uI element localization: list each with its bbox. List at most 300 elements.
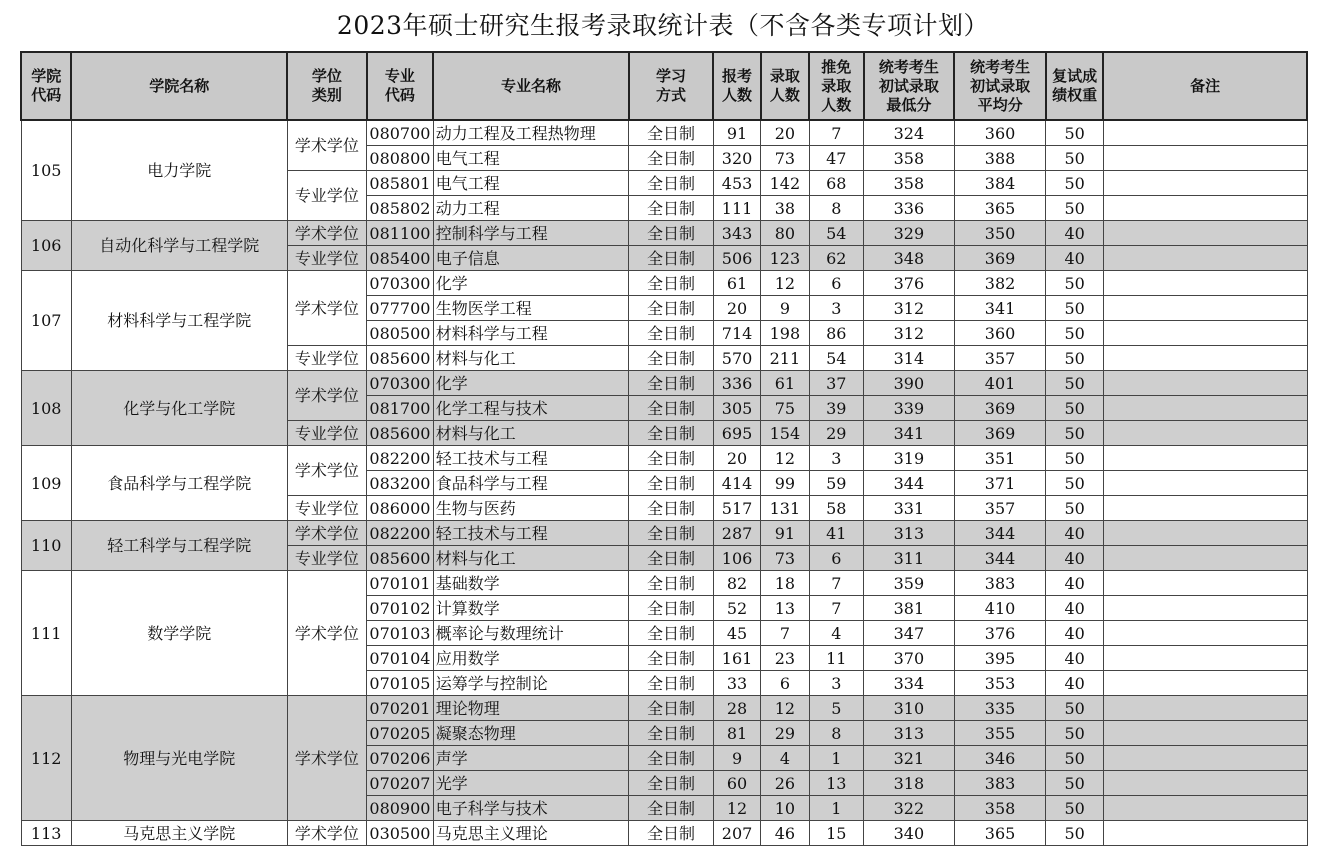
study-mode-cell: 全日制	[629, 171, 714, 196]
avg-score-cell: 355	[954, 721, 1046, 746]
admitted-cell: 131	[761, 496, 809, 521]
remark-cell	[1103, 721, 1307, 746]
applicants-cell: 506	[713, 246, 760, 271]
study-mode-cell: 全日制	[629, 596, 714, 621]
min-score-cell: 329	[864, 221, 955, 246]
recommended-cell: 86	[809, 321, 863, 346]
applicants-cell: 20	[713, 446, 760, 471]
retest-weight-cell: 50	[1046, 371, 1103, 396]
major-name-cell: 轻工技术与工程	[433, 446, 629, 471]
avg-score-cell: 383	[954, 571, 1046, 596]
study-mode-cell: 全日制	[629, 546, 714, 571]
major-code-cell: 085801	[367, 171, 434, 196]
remark-cell	[1103, 120, 1307, 146]
major-code-cell: 070105	[367, 671, 434, 696]
applicants-cell: 12	[713, 796, 760, 821]
recommended-cell: 3	[809, 446, 863, 471]
remark-cell	[1103, 821, 1307, 846]
applicants-cell: 570	[713, 346, 760, 371]
remark-cell	[1103, 696, 1307, 721]
study-mode-cell: 全日制	[629, 146, 714, 171]
major-name-cell: 材料与化工	[433, 546, 629, 571]
avg-score-cell: 365	[954, 821, 1046, 846]
study-mode-cell: 全日制	[629, 471, 714, 496]
study-mode-cell: 全日制	[629, 421, 714, 446]
avg-score-cell: 360	[954, 321, 1046, 346]
college-name-cell: 轻工科学与工程学院	[71, 521, 287, 571]
avg-score-cell: 344	[954, 546, 1046, 571]
min-score-cell: 370	[864, 646, 955, 671]
retest-weight-cell: 40	[1046, 621, 1103, 646]
min-score-cell: 336	[864, 196, 955, 221]
applicants-cell: 45	[713, 621, 760, 646]
min-score-cell: 341	[864, 421, 955, 446]
admitted-cell: 80	[761, 221, 809, 246]
major-code-cell: 082200	[367, 446, 434, 471]
college-name-cell: 物理与光电学院	[71, 696, 287, 821]
recommended-cell: 47	[809, 146, 863, 171]
remark-cell	[1103, 746, 1307, 771]
admitted-cell: 13	[761, 596, 809, 621]
avg-score-cell: 346	[954, 746, 1046, 771]
major-name-cell: 控制科学与工程	[433, 221, 629, 246]
major-name-cell: 马克思主义理论	[433, 821, 629, 846]
admitted-cell: 12	[761, 696, 809, 721]
admitted-cell: 61	[761, 371, 809, 396]
degree-type-cell: 学术学位	[287, 271, 367, 346]
remark-cell	[1103, 521, 1307, 546]
major-code-cell: 070300	[367, 271, 434, 296]
remark-cell	[1103, 396, 1307, 421]
remark-cell	[1103, 646, 1307, 671]
major-name-cell: 应用数学	[433, 646, 629, 671]
major-code-cell: 070206	[367, 746, 434, 771]
remark-cell	[1103, 196, 1307, 221]
avg-score-cell: 351	[954, 446, 1046, 471]
avg-score-cell: 369	[954, 396, 1046, 421]
remark-cell	[1103, 346, 1307, 371]
avg-score-cell: 357	[954, 346, 1046, 371]
recommended-cell: 41	[809, 521, 863, 546]
applicants-cell: 320	[713, 146, 760, 171]
table-body	[21, 120, 1307, 846]
admitted-cell: 38	[761, 196, 809, 221]
avg-score-cell: 376	[954, 621, 1046, 646]
major-name-cell: 理论物理	[433, 696, 629, 721]
major-name-cell: 概率论与数理统计	[433, 621, 629, 646]
avg-score-cell: 353	[954, 671, 1046, 696]
recommended-cell: 3	[809, 671, 863, 696]
college-name-cell: 自动化科学与工程学院	[71, 221, 287, 271]
major-code-cell: 070205	[367, 721, 434, 746]
recommended-cell: 37	[809, 371, 863, 396]
admitted-cell: 99	[761, 471, 809, 496]
applicants-cell: 453	[713, 171, 760, 196]
remark-cell	[1103, 596, 1307, 621]
degree-type-cell: 学术学位	[287, 446, 367, 496]
recommended-cell: 54	[809, 346, 863, 371]
major-code-cell: 086000	[367, 496, 434, 521]
retest-weight-cell: 40	[1046, 671, 1103, 696]
avg-score-cell: 344	[954, 521, 1046, 546]
major-name-cell: 化学工程与技术	[433, 396, 629, 421]
table-row	[21, 271, 1307, 296]
major-code-cell: 070102	[367, 596, 434, 621]
major-code-cell: 081100	[367, 221, 434, 246]
admitted-cell: 46	[761, 821, 809, 846]
admitted-cell: 211	[761, 346, 809, 371]
college-name-cell: 数学学院	[71, 571, 287, 696]
admitted-cell: 10	[761, 796, 809, 821]
header-cell: 专业 代码	[367, 52, 434, 120]
recommended-cell: 8	[809, 721, 863, 746]
recommended-cell: 54	[809, 221, 863, 246]
admitted-cell: 154	[761, 421, 809, 446]
avg-score-cell: 383	[954, 771, 1046, 796]
min-score-cell: 390	[864, 371, 955, 396]
retest-weight-cell: 50	[1046, 196, 1103, 221]
degree-type-cell: 学术学位	[287, 120, 367, 171]
header-cell: 统考考生 初试录取 平均分	[954, 52, 1046, 120]
remark-cell	[1103, 271, 1307, 296]
min-score-cell: 322	[864, 796, 955, 821]
major-code-cell: 085600	[367, 346, 434, 371]
study-mode-cell: 全日制	[629, 271, 714, 296]
applicants-cell: 695	[713, 421, 760, 446]
remark-cell	[1103, 321, 1307, 346]
retest-weight-cell: 40	[1046, 646, 1103, 671]
min-score-cell: 376	[864, 271, 955, 296]
admitted-cell: 91	[761, 521, 809, 546]
remark-cell	[1103, 771, 1307, 796]
recommended-cell: 4	[809, 621, 863, 646]
admitted-cell: 29	[761, 721, 809, 746]
recommended-cell: 1	[809, 746, 863, 771]
admitted-cell: 18	[761, 571, 809, 596]
college-code-cell: 107	[21, 271, 71, 371]
admitted-cell: 123	[761, 246, 809, 271]
retest-weight-cell: 50	[1046, 346, 1103, 371]
study-mode-cell: 全日制	[629, 396, 714, 421]
major-name-cell: 食品科学与工程	[433, 471, 629, 496]
admitted-cell: 23	[761, 646, 809, 671]
applicants-cell: 20	[713, 296, 760, 321]
college-code-cell: 108	[21, 371, 71, 446]
study-mode-cell: 全日制	[629, 821, 714, 846]
degree-type-cell: 学术学位	[287, 696, 367, 821]
remark-cell	[1103, 446, 1307, 471]
applicants-cell: 28	[713, 696, 760, 721]
remark-cell	[1103, 671, 1307, 696]
major-code-cell: 080500	[367, 321, 434, 346]
major-name-cell: 材料科学与工程	[433, 321, 629, 346]
study-mode-cell: 全日制	[629, 671, 714, 696]
min-score-cell: 331	[864, 496, 955, 521]
recommended-cell: 58	[809, 496, 863, 521]
study-mode-cell: 全日制	[629, 771, 714, 796]
avg-score-cell: 401	[954, 371, 1046, 396]
retest-weight-cell: 50	[1046, 471, 1103, 496]
applicants-cell: 106	[713, 546, 760, 571]
college-code-cell: 106	[21, 221, 71, 271]
avg-score-cell: 369	[954, 421, 1046, 446]
major-code-cell: 070104	[367, 646, 434, 671]
degree-type-cell: 专业学位	[287, 546, 367, 571]
header-cell: 备注	[1103, 52, 1307, 120]
applicants-cell: 714	[713, 321, 760, 346]
admitted-cell: 12	[761, 446, 809, 471]
avg-score-cell: 335	[954, 696, 1046, 721]
admitted-cell: 4	[761, 746, 809, 771]
min-score-cell: 312	[864, 296, 955, 321]
table-row	[21, 221, 1307, 246]
study-mode-cell: 全日制	[629, 646, 714, 671]
study-mode-cell: 全日制	[629, 496, 714, 521]
header-cell: 学习 方式	[629, 52, 714, 120]
retest-weight-cell: 40	[1046, 546, 1103, 571]
avg-score-cell: 357	[954, 496, 1046, 521]
applicants-cell: 111	[713, 196, 760, 221]
admitted-cell: 6	[761, 671, 809, 696]
degree-type-cell: 专业学位	[287, 246, 367, 271]
table-row	[21, 821, 1307, 846]
major-code-cell: 085400	[367, 246, 434, 271]
remark-cell	[1103, 246, 1307, 271]
min-score-cell: 359	[864, 571, 955, 596]
college-code-cell: 111	[21, 571, 71, 696]
major-code-cell: 085802	[367, 196, 434, 221]
applicants-cell: 161	[713, 646, 760, 671]
header-cell: 学院名称	[71, 52, 287, 120]
table-row	[21, 446, 1307, 471]
applicants-cell: 336	[713, 371, 760, 396]
avg-score-cell: 371	[954, 471, 1046, 496]
college-name-cell: 材料科学与工程学院	[71, 271, 287, 371]
study-mode-cell: 全日制	[629, 696, 714, 721]
min-score-cell: 344	[864, 471, 955, 496]
degree-type-cell: 专业学位	[287, 421, 367, 446]
min-score-cell: 310	[864, 696, 955, 721]
recommended-cell: 1	[809, 796, 863, 821]
retest-weight-cell: 50	[1046, 746, 1103, 771]
min-score-cell: 358	[864, 146, 955, 171]
remark-cell	[1103, 571, 1307, 596]
degree-type-cell: 学术学位	[287, 821, 367, 846]
college-code-cell: 110	[21, 521, 71, 571]
admitted-cell: 26	[761, 771, 809, 796]
recommended-cell: 15	[809, 821, 863, 846]
college-code-cell: 109	[21, 446, 71, 521]
study-mode-cell: 全日制	[629, 446, 714, 471]
header-cell: 录取 人数	[761, 52, 809, 120]
remark-cell	[1103, 421, 1307, 446]
recommended-cell: 29	[809, 421, 863, 446]
remark-cell	[1103, 546, 1307, 571]
avg-score-cell: 382	[954, 271, 1046, 296]
major-code-cell: 070207	[367, 771, 434, 796]
retest-weight-cell: 50	[1046, 721, 1103, 746]
recommended-cell: 7	[809, 596, 863, 621]
recommended-cell: 62	[809, 246, 863, 271]
admission-table	[20, 51, 1308, 846]
avg-score-cell: 358	[954, 796, 1046, 821]
min-score-cell: 334	[864, 671, 955, 696]
admitted-cell: 73	[761, 546, 809, 571]
study-mode-cell: 全日制	[629, 196, 714, 221]
min-score-cell: 319	[864, 446, 955, 471]
applicants-cell: 61	[713, 271, 760, 296]
retest-weight-cell: 50	[1046, 821, 1103, 846]
recommended-cell: 6	[809, 271, 863, 296]
applicants-cell: 81	[713, 721, 760, 746]
retest-weight-cell: 40	[1046, 571, 1103, 596]
min-score-cell: 347	[864, 621, 955, 646]
college-code-cell: 112	[21, 696, 71, 821]
study-mode-cell: 全日制	[629, 221, 714, 246]
applicants-cell: 60	[713, 771, 760, 796]
college-name-cell: 化学与化工学院	[71, 371, 287, 446]
avg-score-cell: 350	[954, 221, 1046, 246]
study-mode-cell: 全日制	[629, 246, 714, 271]
avg-score-cell: 410	[954, 596, 1046, 621]
retest-weight-cell: 40	[1046, 596, 1103, 621]
admitted-cell: 198	[761, 321, 809, 346]
applicants-cell: 82	[713, 571, 760, 596]
header-cell: 推免 录取 人数	[809, 52, 863, 120]
college-name-cell: 马克思主义学院	[71, 821, 287, 846]
avg-score-cell: 360	[954, 120, 1046, 146]
admitted-cell: 75	[761, 396, 809, 421]
degree-type-cell: 学术学位	[287, 571, 367, 696]
retest-weight-cell: 50	[1046, 796, 1103, 821]
degree-type-cell: 学术学位	[287, 371, 367, 421]
recommended-cell: 5	[809, 696, 863, 721]
recommended-cell: 39	[809, 396, 863, 421]
study-mode-cell: 全日制	[629, 346, 714, 371]
major-name-cell: 材料与化工	[433, 346, 629, 371]
avg-score-cell: 395	[954, 646, 1046, 671]
major-name-cell: 材料与化工	[433, 421, 629, 446]
retest-weight-cell: 50	[1046, 396, 1103, 421]
major-name-cell: 电子科学与技术	[433, 796, 629, 821]
admitted-cell: 12	[761, 271, 809, 296]
admitted-cell: 73	[761, 146, 809, 171]
min-score-cell: 313	[864, 521, 955, 546]
table-row	[21, 696, 1307, 721]
remark-cell	[1103, 296, 1307, 321]
degree-type-cell: 专业学位	[287, 346, 367, 371]
study-mode-cell: 全日制	[629, 296, 714, 321]
major-code-cell: 070101	[367, 571, 434, 596]
retest-weight-cell: 50	[1046, 771, 1103, 796]
admitted-cell: 20	[761, 120, 809, 146]
retest-weight-cell: 50	[1046, 321, 1103, 346]
min-score-cell: 313	[864, 721, 955, 746]
header-row	[21, 52, 1307, 120]
recommended-cell: 6	[809, 546, 863, 571]
college-code-cell: 105	[21, 120, 71, 221]
retest-weight-cell: 50	[1046, 271, 1103, 296]
admitted-cell: 7	[761, 621, 809, 646]
min-score-cell: 318	[864, 771, 955, 796]
major-code-cell: 080800	[367, 146, 434, 171]
applicants-cell: 305	[713, 396, 760, 421]
major-name-cell: 电气工程	[433, 146, 629, 171]
recommended-cell: 7	[809, 120, 863, 146]
min-score-cell: 311	[864, 546, 955, 571]
min-score-cell: 314	[864, 346, 955, 371]
major-name-cell: 计算数学	[433, 596, 629, 621]
retest-weight-cell: 50	[1046, 446, 1103, 471]
major-code-cell: 030500	[367, 821, 434, 846]
applicants-cell: 517	[713, 496, 760, 521]
avg-score-cell: 388	[954, 146, 1046, 171]
retest-weight-cell: 40	[1046, 521, 1103, 546]
major-name-cell: 化学	[433, 371, 629, 396]
recommended-cell: 59	[809, 471, 863, 496]
major-code-cell: 085600	[367, 546, 434, 571]
study-mode-cell: 全日制	[629, 120, 714, 146]
major-code-cell: 070103	[367, 621, 434, 646]
recommended-cell: 11	[809, 646, 863, 671]
study-mode-cell: 全日制	[629, 746, 714, 771]
retest-weight-cell: 50	[1046, 421, 1103, 446]
applicants-cell: 287	[713, 521, 760, 546]
min-score-cell: 358	[864, 171, 955, 196]
study-mode-cell: 全日制	[629, 621, 714, 646]
min-score-cell: 312	[864, 321, 955, 346]
table-row	[21, 120, 1307, 146]
major-name-cell: 声学	[433, 746, 629, 771]
college-name-cell: 电力学院	[71, 120, 287, 221]
header-cell: 专业名称	[433, 52, 629, 120]
remark-cell	[1103, 221, 1307, 246]
major-code-cell: 081700	[367, 396, 434, 421]
applicants-cell: 414	[713, 471, 760, 496]
retest-weight-cell: 50	[1046, 120, 1103, 146]
major-code-cell: 083200	[367, 471, 434, 496]
avg-score-cell: 384	[954, 171, 1046, 196]
major-name-cell: 电子信息	[433, 246, 629, 271]
major-name-cell: 动力工程	[433, 196, 629, 221]
remark-cell	[1103, 621, 1307, 646]
study-mode-cell: 全日制	[629, 521, 714, 546]
min-score-cell: 348	[864, 246, 955, 271]
header-cell: 复试成 绩权重	[1046, 52, 1103, 120]
retest-weight-cell: 50	[1046, 171, 1103, 196]
recommended-cell: 3	[809, 296, 863, 321]
avg-score-cell: 369	[954, 246, 1046, 271]
applicants-cell: 52	[713, 596, 760, 621]
min-score-cell: 381	[864, 596, 955, 621]
major-code-cell: 082200	[367, 521, 434, 546]
header-cell: 报考 人数	[713, 52, 760, 120]
table-row	[21, 371, 1307, 396]
min-score-cell: 321	[864, 746, 955, 771]
remark-cell	[1103, 496, 1307, 521]
major-name-cell: 光学	[433, 771, 629, 796]
admitted-cell: 9	[761, 296, 809, 321]
study-mode-cell: 全日制	[629, 321, 714, 346]
page-title: 2023年硕士研究生报考录取统计表（不含各类专项计划）	[336, 11, 990, 40]
header-cell: 统考考生 初试录取 最低分	[864, 52, 955, 120]
table-row	[21, 521, 1307, 546]
retest-weight-cell: 50	[1046, 696, 1103, 721]
min-score-cell: 340	[864, 821, 955, 846]
retest-weight-cell: 40	[1046, 221, 1103, 246]
applicants-cell: 91	[713, 120, 760, 146]
retest-weight-cell: 50	[1046, 296, 1103, 321]
